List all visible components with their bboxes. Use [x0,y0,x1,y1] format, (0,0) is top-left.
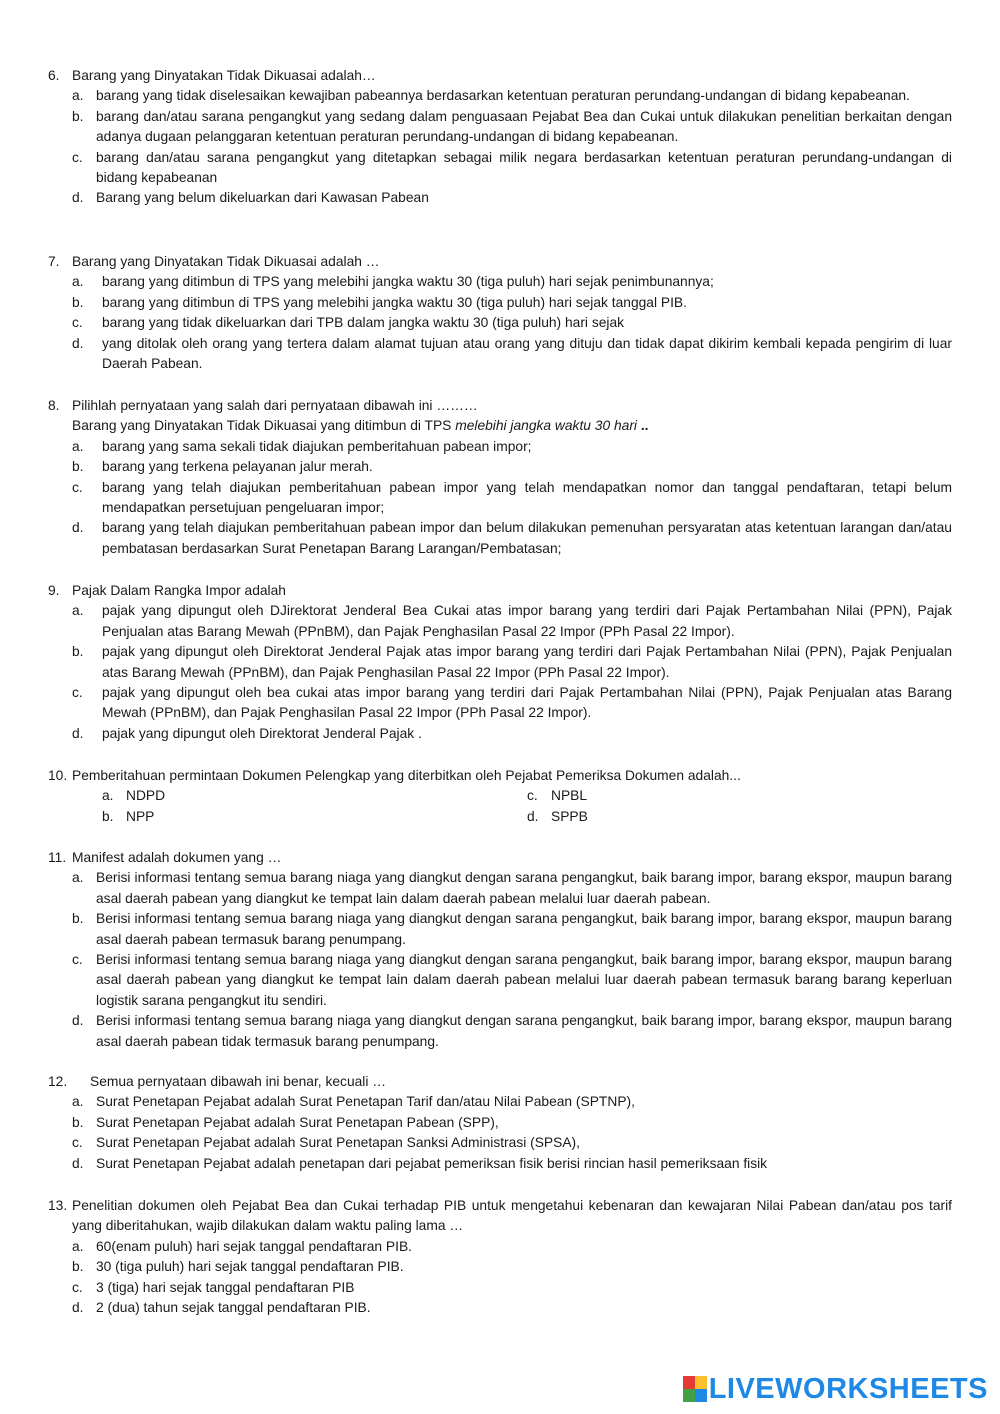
answer-option-b[interactable] [48,293,952,313]
question-number: 11. [48,850,67,865]
option-letter: d. [527,808,539,824]
option-text: Surat Penetapan Pejabat adalah Surat Penetapan Sanksi Administrasi (SPSA), [96,1135,580,1151]
question-11 [48,848,952,1052]
option-column-right [527,786,952,827]
option-letter: a. [72,603,84,619]
answer-option-d[interactable] [527,807,952,827]
option-letter: d. [72,725,84,741]
answer-option-c[interactable] [48,478,952,519]
answer-option-a[interactable] [48,868,952,909]
question-stem: Penelitian dokumen oleh Pejabat Bea dan Cukai terhadap PIB untuk mengetahui kebenaran dan kewajaran Nilai Pabean dan/atau pos tarif yang diberitahukan, wajib dilakukan dalam waktu paling lama … [72,1198,952,1234]
option-text: NPP [126,808,155,824]
option-letter: c. [72,149,83,165]
option-letter: a. [72,1094,84,1110]
option-text: pajak yang dipungut oleh DJirektorat Jenderal Bea Cukai atas impor barang yang terdiri dari Pajak Pertambahan Nilai (PPN), Pajak Penjualan atas Barang Mewah (PPnBM), dan Pajak Penghasilan Pasal 22 Impor (PPh Pasal 22 Impor). [102,603,952,639]
answer-option-a[interactable] [48,86,952,106]
option-text: barang yang ditimbun di TPS yang melebihi jangka waktu 30 (tiga puluh) hari sejak penimbunannya; [102,274,714,290]
answer-option-c[interactable] [48,313,952,333]
answer-option-b[interactable] [102,807,527,827]
answer-option-a[interactable] [102,786,527,806]
option-text: 2 (dua) tahun sejak tanggal pendaftaran PIB. [96,1300,371,1316]
option-letter: a. [72,274,84,290]
option-letter: b. [72,911,84,927]
option-letter: d. [72,190,84,206]
question-9 [48,581,952,744]
answer-option-d[interactable] [48,334,952,375]
question-substem [48,416,952,436]
option-text: barang dan/atau sarana pengangkut yang ditetapkan sebagai milik negara berdasarkan ketentuan peraturan perundang-undangan di bidang kepabeanan [96,149,952,186]
option-text: SPPB [551,808,588,824]
answer-option-b[interactable] [48,1113,952,1133]
option-text: NDPD [126,788,166,804]
question-6 [48,66,952,209]
option-text: yang ditolak oleh orang yang tertera dalam alamat tujuan atau orang yang dituju dan tidak dapat dikirim kembali kepada pengirim di luar Daerah Pabean. [102,335,952,372]
option-text: Berisi informasi tentang semua barang niaga yang diangkut dengan sarana pengangkut, baik barang impor, barang ekspor, maupun barang asal daerah pabean yang diangkut ke tempat lain dalam daerah pabean melalui luar daerah pabean termasuk barang barang keperluan logistik sarana pengangkut itu sendiri. [96,952,952,1008]
option-text: barang yang terkena pelayanan jalur merah. [102,459,373,475]
option-letter: b. [102,808,114,824]
question-13 [48,1196,952,1318]
option-letter: b. [72,644,84,660]
option-text: pajak yang dipungut oleh Direktorat Jenderal Pajak atas impor barang yang terdiri dari Pajak Pertambahan Nilai (PPN), Pajak Penjualan atas Barang Mewah (PPnBM), dan Pajak Penghasilan Pasal 22 Impor (PPh Pasal 22 Impor). [102,644,952,680]
option-text: pajak yang dipungut oleh Direktorat Jenderal Pajak . [102,725,422,741]
answer-option-c[interactable] [48,148,952,189]
answer-option-b[interactable] [48,909,952,950]
option-text: barang yang telah diajukan pemberitahuan pabean impor dan belum dilakukan pemenuhan persyaratan atas ketentuan larangan dan/atau pembatasan berdasarkan Surat Penetapan Barang Larangan/Pembatasan; [102,520,952,556]
option-letter: d. [72,1300,84,1316]
option-letter: c. [72,315,83,331]
option-text: barang dan/atau sarana pengangkut yang sedang dalam penguasaan Pejabat Bea dan Cukai untuk dilakukan penelitian berkaitan dengan adanya dugaan pelanggaran ketentuan peraturan perundang-undangan di bidang kepabeanan. [96,108,952,145]
option-text: Berisi informasi tentang semua barang niaga yang diangkut dengan sarana pengangkut, baik barang impor, barang ekspor, maupun barang asal daerah pabean yang diangkut ke tempat lain dalam daerah pabean melalui luar daerah pabean. [96,870,952,906]
question-number: 9. [48,583,60,598]
option-letter: a. [72,438,84,454]
option-letter: c. [72,1279,83,1295]
option-letter: b. [72,1259,84,1275]
liveworksheets-logo [683,1372,988,1406]
answer-option-a[interactable] [48,1237,952,1257]
question-12 [48,1072,952,1174]
logo-square-green [683,1389,695,1402]
answer-option-b[interactable] [48,457,952,477]
answer-option-c[interactable] [48,683,952,724]
option-letter: d. [72,1155,84,1171]
substem-text: Barang yang Dinyatakan Tidak Dikuasai yang ditimbun di TPS [72,418,456,434]
option-text: NPBL [551,788,588,804]
logo-square-yellow [695,1376,707,1389]
question-number: 13. [48,1198,68,1213]
option-text: pajak yang dipungut oleh bea cukai atas impor barang yang terdiri dari Pajak Pertambahan Nilai (PPN), Pajak Penjualan atas Barang Mewah (PPnBM), dan Pajak Penghasilan Pasal 22 Impor (PPh Pasal 22 Impor). [102,685,952,721]
question-7 [48,252,952,374]
question-stem: Barang yang Dinyatakan Tidak Dikuasai adalah … [72,254,380,269]
option-letter: d. [72,335,84,351]
question-stem: Semua pernyataan dibawah ini benar, kecuali … [90,1074,387,1089]
question-8 [48,396,952,559]
answer-option-d[interactable] [48,724,952,744]
answer-option-a[interactable] [48,601,952,642]
option-text: barang yang tidak diselesaikan kewajiban pabeannya berdasarkan ketentuan peraturan perundang-undangan di bidang kepabeanan. [96,88,910,104]
option-text: Surat Penetapan Pejabat adalah penetapan dari pejabat pemeriksan fisik berisi rincian hasil pemeriksaan fisik [96,1155,768,1171]
option-text: barang yang sama sekali tidak diajukan pemberitahuan pabean impor; [102,438,532,454]
option-text: Berisi informasi tentang semua barang niaga yang diangkut dengan sarana pengangkut, baik barang impor, barang ekspor, maupun barang asal daerah pabean tidak termasuk barang penumpang. [96,1013,952,1049]
answer-option-d[interactable] [48,518,952,559]
logo-square-blue [695,1389,707,1402]
question-stem: Manifest adalah dokumen yang … [72,850,282,865]
option-columns [48,786,952,827]
option-letter: c. [527,788,538,804]
answer-option-d[interactable] [48,188,952,208]
option-text: Surat Penetapan Pejabat adalah Surat Penetapan Tarif dan/atau Nilai Pabean (SPTNP), [96,1094,635,1110]
answer-option-d[interactable] [48,1298,952,1318]
answer-option-a[interactable] [48,437,952,457]
answer-option-c[interactable] [527,786,952,806]
option-letter: c. [72,685,83,701]
logo-text: LIVEWORKSHEETS [708,1372,988,1405]
option-text: 30 (tiga puluh) hari sejak tanggal pendaftaran PIB. [96,1259,404,1275]
option-text: Berisi informasi tentang semua barang niaga yang diangkut dengan sarana pengangkut, baik barang impor, barang ekspor, maupun barang asal daerah pabean termasuk barang penumpang. [96,911,952,947]
option-letter: a. [72,1238,84,1254]
option-letter: c. [72,1135,83,1151]
option-text: Barang yang belum dikeluarkan dari Kawasan Pabean [96,190,429,206]
question-number: 7. [48,254,60,269]
answer-option-b[interactable] [48,642,952,683]
option-letter: b. [72,1114,84,1130]
option-text: barang yang ditimbun di TPS yang melebihi jangka waktu 30 (tiga puluh) hari sejak tanggal PIB. [102,294,687,310]
answer-option-c[interactable] [48,950,952,1011]
logo-square-red [683,1376,695,1389]
option-letter: d. [72,1013,84,1029]
question-number: 8. [48,398,60,413]
question-stem: Barang yang Dinyatakan Tidak Dikuasai adalah… [72,68,376,83]
option-letter: d. [72,520,84,536]
option-column-left [102,786,527,827]
question-10 [48,766,952,827]
option-letter: a. [72,88,84,104]
substem-end: .. [636,418,649,434]
question-stem: Pajak Dalam Rangka Impor adalah [72,583,286,598]
substem-italic: melebihi jangka waktu 30 hari [455,418,637,434]
option-letter: c. [72,952,83,968]
option-text: 60(enam puluh) hari sejak tanggal pendaftaran PIB. [96,1238,413,1254]
answer-option-b[interactable] [48,107,952,148]
option-text: barang yang telah diajukan pemberitahuan pabean impor yang telah mendapatkan nomor dan tanggal pendaftaran, tetapi belum mendapatkan persetujuan pengeluaran impor; [102,479,952,516]
question-stem: Pemberitahuan permintaan Dokumen Pelengkap yang diterbitkan oleh Pejabat Pemeriksa Dokumen adalah... [72,768,741,783]
option-letter: a. [72,870,84,886]
option-text: 3 (tiga) hari sejak tanggal pendaftaran PIB [96,1279,355,1295]
question-number: 10. [48,768,68,783]
option-letter: a. [102,788,114,804]
option-letter: b. [72,294,84,310]
option-letter: b. [72,459,84,475]
answer-option-d[interactable] [48,1011,952,1052]
answer-option-c[interactable] [48,1278,952,1298]
question-number: 12. [48,1074,68,1089]
answer-option-a[interactable] [48,272,952,292]
answer-option-a[interactable] [48,1092,952,1112]
option-letter: c. [72,479,83,495]
option-text: Surat Penetapan Pejabat adalah Surat Penetapan Pabean (SPP), [96,1114,499,1130]
answer-option-c[interactable] [48,1133,952,1153]
question-number: 6. [48,68,60,83]
answer-option-d[interactable] [48,1154,952,1174]
option-text: barang yang tidak dikeluarkan dari TPB dalam jangka waktu 30 (tiga puluh) hari sejak [102,315,625,331]
answer-option-b[interactable] [48,1257,952,1277]
question-stem: Pilihlah pernyataan yang salah dari pernyataan dibawah ini ……… [72,398,478,413]
option-letter: b. [72,108,84,124]
logo-mark-icon [683,1376,707,1402]
